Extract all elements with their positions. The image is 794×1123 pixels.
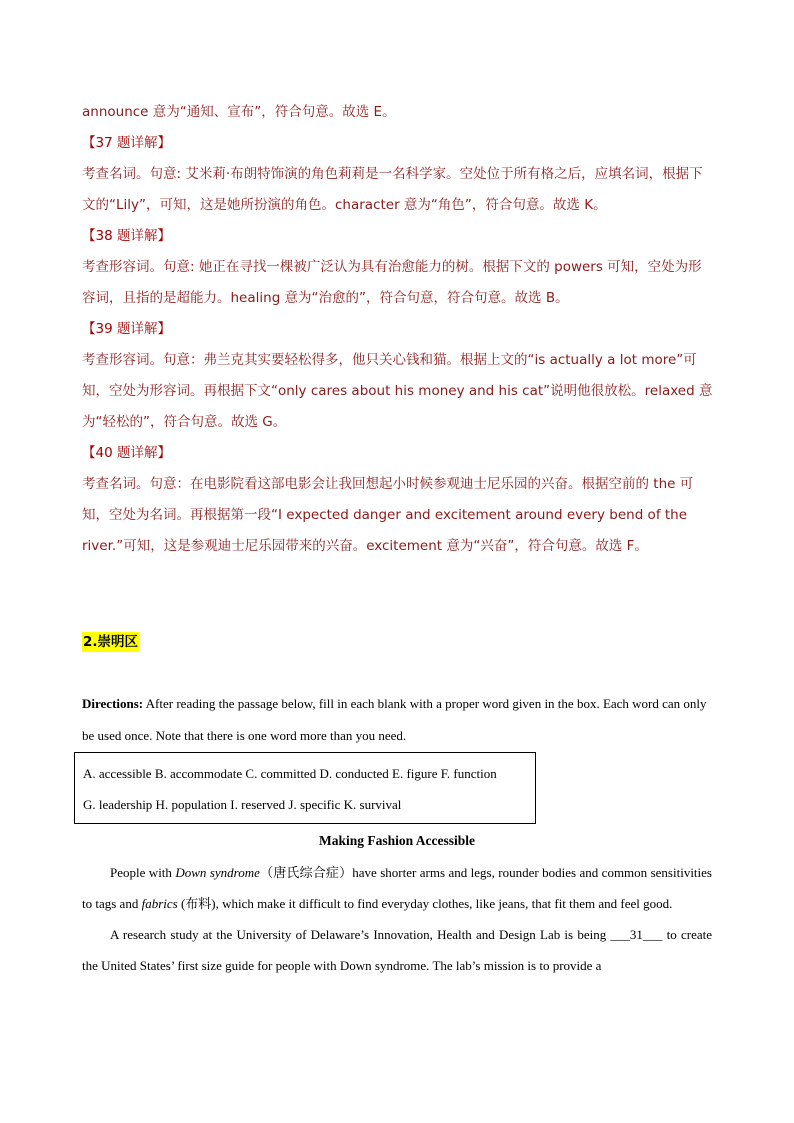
passage-title: Making Fashion Accessible [318,833,475,848]
answer-heading-40: 【40 题详解】 [82,445,171,461]
directions [82,688,714,752]
answer-line: 考查形容词。句意：弗兰克其实要轻松得多，他只关心钱和猫。根据上文的“is actually a lot more”可知，空处为形容词。再根据下文“only cares about his money and his cat”说明他很放松。relaxed 意为“轻松的”，符合句意。故选 G。 [82,352,713,430]
text-run: People with [110,865,176,880]
directions-label: Directions: [82,696,144,711]
passage-paragraph-2: A research study at the University of Delaware’s Innovation, Health and Design Lab is being ___31___ to create the United States’ first size guide for people with Down syndrome. The lab’s mission is to provide a [82,927,712,973]
answer-line: 考查形容词。句意: 她正在寻找一棵被广泛认为具有治愈能力的树。根据下文的 powers 可知，空处为形容词，且指的是超能力。healing 意为“治愈的”，符合句意，符合句意。故选 B。 [82,259,702,306]
text-run: (布料), which make it difficult to find everyday clothes, like jeans, that fit them and feel good. [177,896,673,911]
section-title: 2.崇明区 [83,634,139,650]
passage-paragraph-1 [82,857,712,919]
answer-line: 考查名词。句意：在电影院看这部电影会让我回想起小时候参观迪士尼乐园的兴奋。根据空前的 the 可知，空处为名词。再根据第一段“I expected danger and excitement around every bend of the river.”可知，这是参观迪士尼乐园带来的兴奋。excitement 意为“兴奋”，符合句意。故选 F。 [82,476,694,554]
answer-heading-39: 【39 题详解】 [82,321,171,337]
answer-heading-37: 【37 题详解】 [82,135,171,151]
text-run: （唐氏综合症）have shorter arms and legs, rounder bodies and common sensitivities to tags and [82,865,712,911]
answer-line: announce 意为“通知、宣布”，符合句意。故选 E。 [82,104,396,120]
word-box [74,752,536,824]
directions-text: After reading the passage below, fill in each blank with a proper word given in the box. Each word can only be used once. Note that there is one word more than you need. [82,696,707,743]
passage-body [82,857,712,981]
answer-explanations [82,97,714,562]
answer-line: 考查名词。句意: 艾米莉·布朗特饰演的角色莉莉是一名科学家。空处位于所有格之后，应填名词，根据下文的“Lily”，可知，这是她所扮演的角色。character 意为“角色”，符合句意。故选 K。 [82,166,703,213]
word-box-line-1: A. accessible B. accommodate C. committed D. conducted E. figure F. function [83,766,497,781]
word-box-line-2: G. leadership H. population I. reserved J. specific K. survival [83,797,402,812]
term-italic: Down syndrome [175,865,260,880]
answer-heading-38: 【38 题详解】 [82,228,171,244]
term-italic: fabrics [141,896,178,911]
